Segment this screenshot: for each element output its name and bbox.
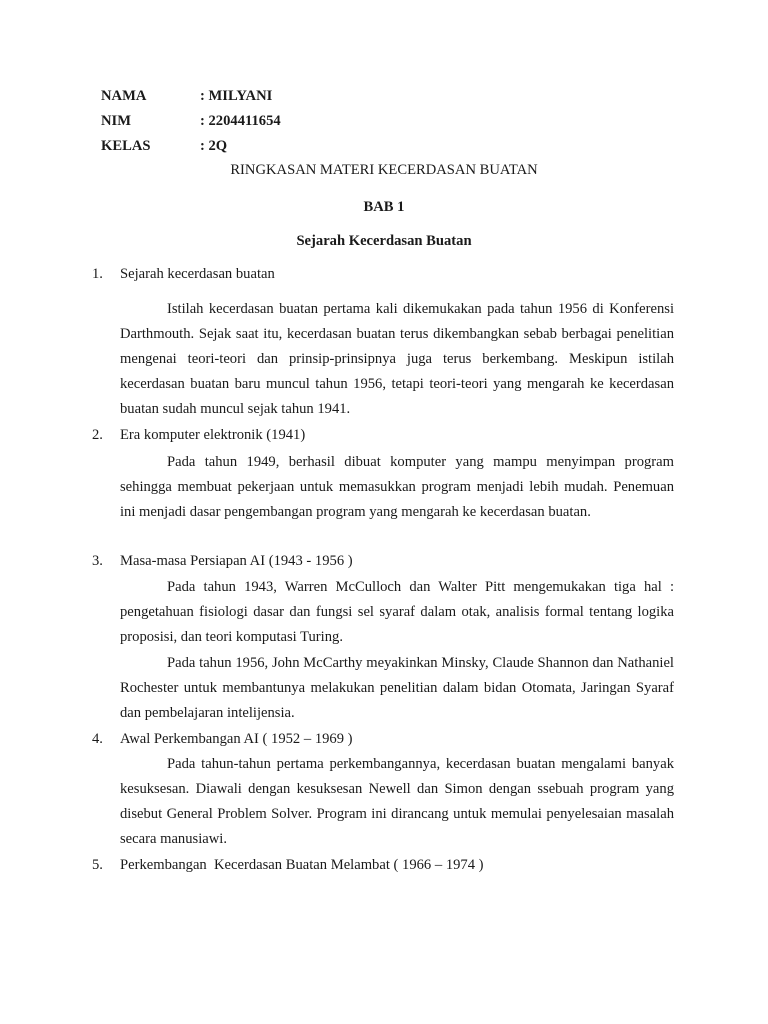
header-label: KELAS bbox=[101, 138, 151, 154]
section-number: 3. bbox=[92, 553, 103, 569]
section-number: 1. bbox=[92, 266, 103, 282]
section-number: 5. bbox=[92, 857, 103, 873]
section-title: Era komputer elektronik (1941) bbox=[120, 427, 306, 443]
section-title: Masa-masa Persiapan AI (1943 - 1956 ) bbox=[120, 553, 353, 569]
section-paragraph: Pada tahun 1949, berhasil dibuat komputer yang mampu menyimpan program sehingga membuat pekerjaan untuk memasukkan program menjadi lebih mudah. Penemuan ini menjadi dasar pengembangan program yang mengarah ke kecerdasan buatan. bbox=[120, 454, 674, 520]
document-title: RINGKASAN MATERI KECERDASAN BUATAN bbox=[230, 162, 538, 178]
section-paragraph: Istilah kecerdasan buatan pertama kali dikemukakan pada tahun 1956 di Konferensi Darthmouth. Sejak saat itu, kecerdasan buatan terus dikembangkan sebab berbagai penelitian mengenai teori-teori dan prinsip-prinsipnya juga terus berkembang. Meskipun istilah kecerdasan buatan baru muncul tahun 1956, tetapi teori-teori yang mengarah ke kecerdasan buatan sudah muncul sejak tahun 1941. bbox=[120, 301, 674, 417]
section-paragraph: Pada tahun 1943, Warren McCulloch dan Walter Pitt mengemukakan tiga hal : pengetahuan fisiologi dasar dan fungsi sel syaraf dalam otak, analisis formal tentang logika proposisi, dan teori komputasi Turing. bbox=[120, 579, 674, 645]
chapter-subtitle: Sejarah Kecerdasan Buatan bbox=[296, 233, 472, 249]
section-title: Perkembangan Kecerdasan Buatan Melambat ( 1966 – 1974 ) bbox=[120, 857, 484, 873]
header-label: NAMA bbox=[101, 88, 147, 104]
section-paragraph: Pada tahun-tahun pertama perkembangannya, kecerdasan buatan mengalami banyak kesuksesan. Diawali dengan kesuksesan Newell dan Simon dengan ssebuah program yang disebut General Problem Solver. Program ini dirancang untuk memulai penyelesaian masalah secara manusiawi. bbox=[120, 756, 674, 847]
chapter-heading: BAB 1 bbox=[363, 199, 405, 215]
section-paragraph: Pada tahun 1956, John McCarthy meyakinkan Minsky, Claude Shannon dan Nathaniel Rochester untuk membantunya melakukan penelitian dalam bidan Otomata, Jaringan Syaraf dan pembelajaran intelijensia. bbox=[120, 655, 674, 721]
section-number: 4. bbox=[92, 731, 103, 747]
header-label: NIM bbox=[101, 113, 131, 129]
header-value: : MILYANI bbox=[200, 88, 273, 104]
header-value: : 2204411654 bbox=[200, 113, 281, 129]
header-value: : 2Q bbox=[200, 138, 228, 154]
section-title: Awal Perkembangan AI ( 1952 – 1969 ) bbox=[120, 731, 353, 747]
section-number: 2. bbox=[92, 427, 103, 443]
section-title: Sejarah kecerdasan buatan bbox=[120, 266, 275, 282]
